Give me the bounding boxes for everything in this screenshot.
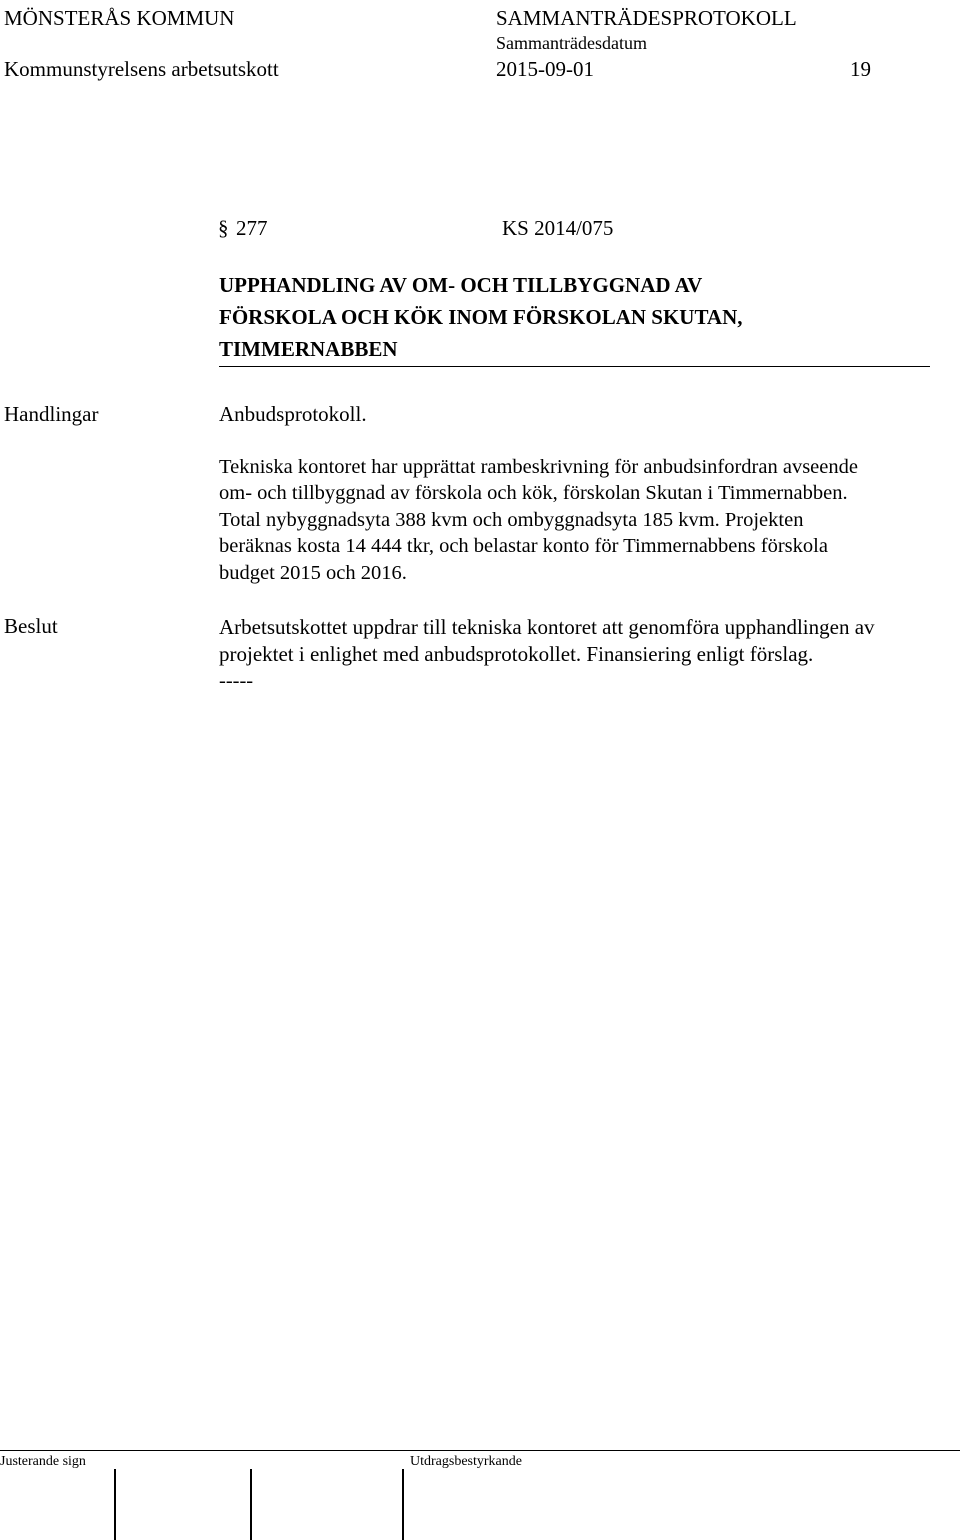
body-line: Tekniska kontoret har upprättat rambeskrivning för anbudsinfordran avseende: [219, 456, 858, 478]
signature-box-divider: [250, 1469, 252, 1540]
section-symbol: §: [218, 216, 229, 240]
utdragsbestyrkande-label: Utdragsbestyrkande: [410, 1454, 522, 1469]
meeting-date: 2015-09-01: [496, 57, 594, 81]
handlingar-value: Anbudsprotokoll.: [219, 402, 367, 426]
document-type: SAMMANTRÄDESPROTOKOLL: [496, 6, 797, 30]
body-line: om- och tillbyggnad av förskola och kök, förskolan Skutan i Timmernabben.: [219, 482, 848, 504]
body-line: budget 2015 och 2016.: [219, 562, 407, 584]
footer-rule: [0, 1450, 960, 1451]
beslut-line: Arbetsutskottet uppdrar till tekniska kontoret att genomföra upphandlingen av: [219, 615, 875, 639]
item-title-line: UPPHANDLING AV OM- OCH TILLBYGGNAD AV: [219, 273, 703, 297]
case-reference: KS 2014/075: [502, 216, 614, 240]
meeting-date-label: Sammanträdesdatum: [496, 33, 647, 53]
justerande-sign-label: Justerande sign: [0, 1454, 86, 1469]
title-underline: [219, 366, 930, 367]
signature-box-divider: [402, 1469, 404, 1540]
body-line: Total nybyggnadsyta 388 kvm och ombyggnadsyta 185 kvm. Projekten: [219, 509, 804, 531]
committee-name: Kommunstyrelsens arbetsutskott: [4, 57, 279, 81]
item-title-line: FÖRSKOLA OCH KÖK INOM FÖRSKOLAN SKUTAN,: [219, 305, 743, 329]
municipality-name: MÖNSTERÅS KOMMUN: [4, 6, 235, 30]
beslut-label: Beslut: [4, 614, 58, 638]
signature-box-divider: [114, 1469, 116, 1540]
page-number: 19: [850, 57, 871, 81]
item-title-line: TIMMERNABBEN: [219, 337, 398, 361]
body-line: beräknas kosta 14 444 tkr, och belastar konto för Timmernabbens förskola: [219, 535, 828, 557]
item-number: 277: [236, 216, 268, 240]
handlingar-label: Handlingar: [4, 402, 99, 426]
end-marker: -----: [219, 670, 254, 692]
beslut-line: projektet i enlighet med anbudsprotokollet. Finansiering enligt förslag.: [219, 642, 814, 666]
